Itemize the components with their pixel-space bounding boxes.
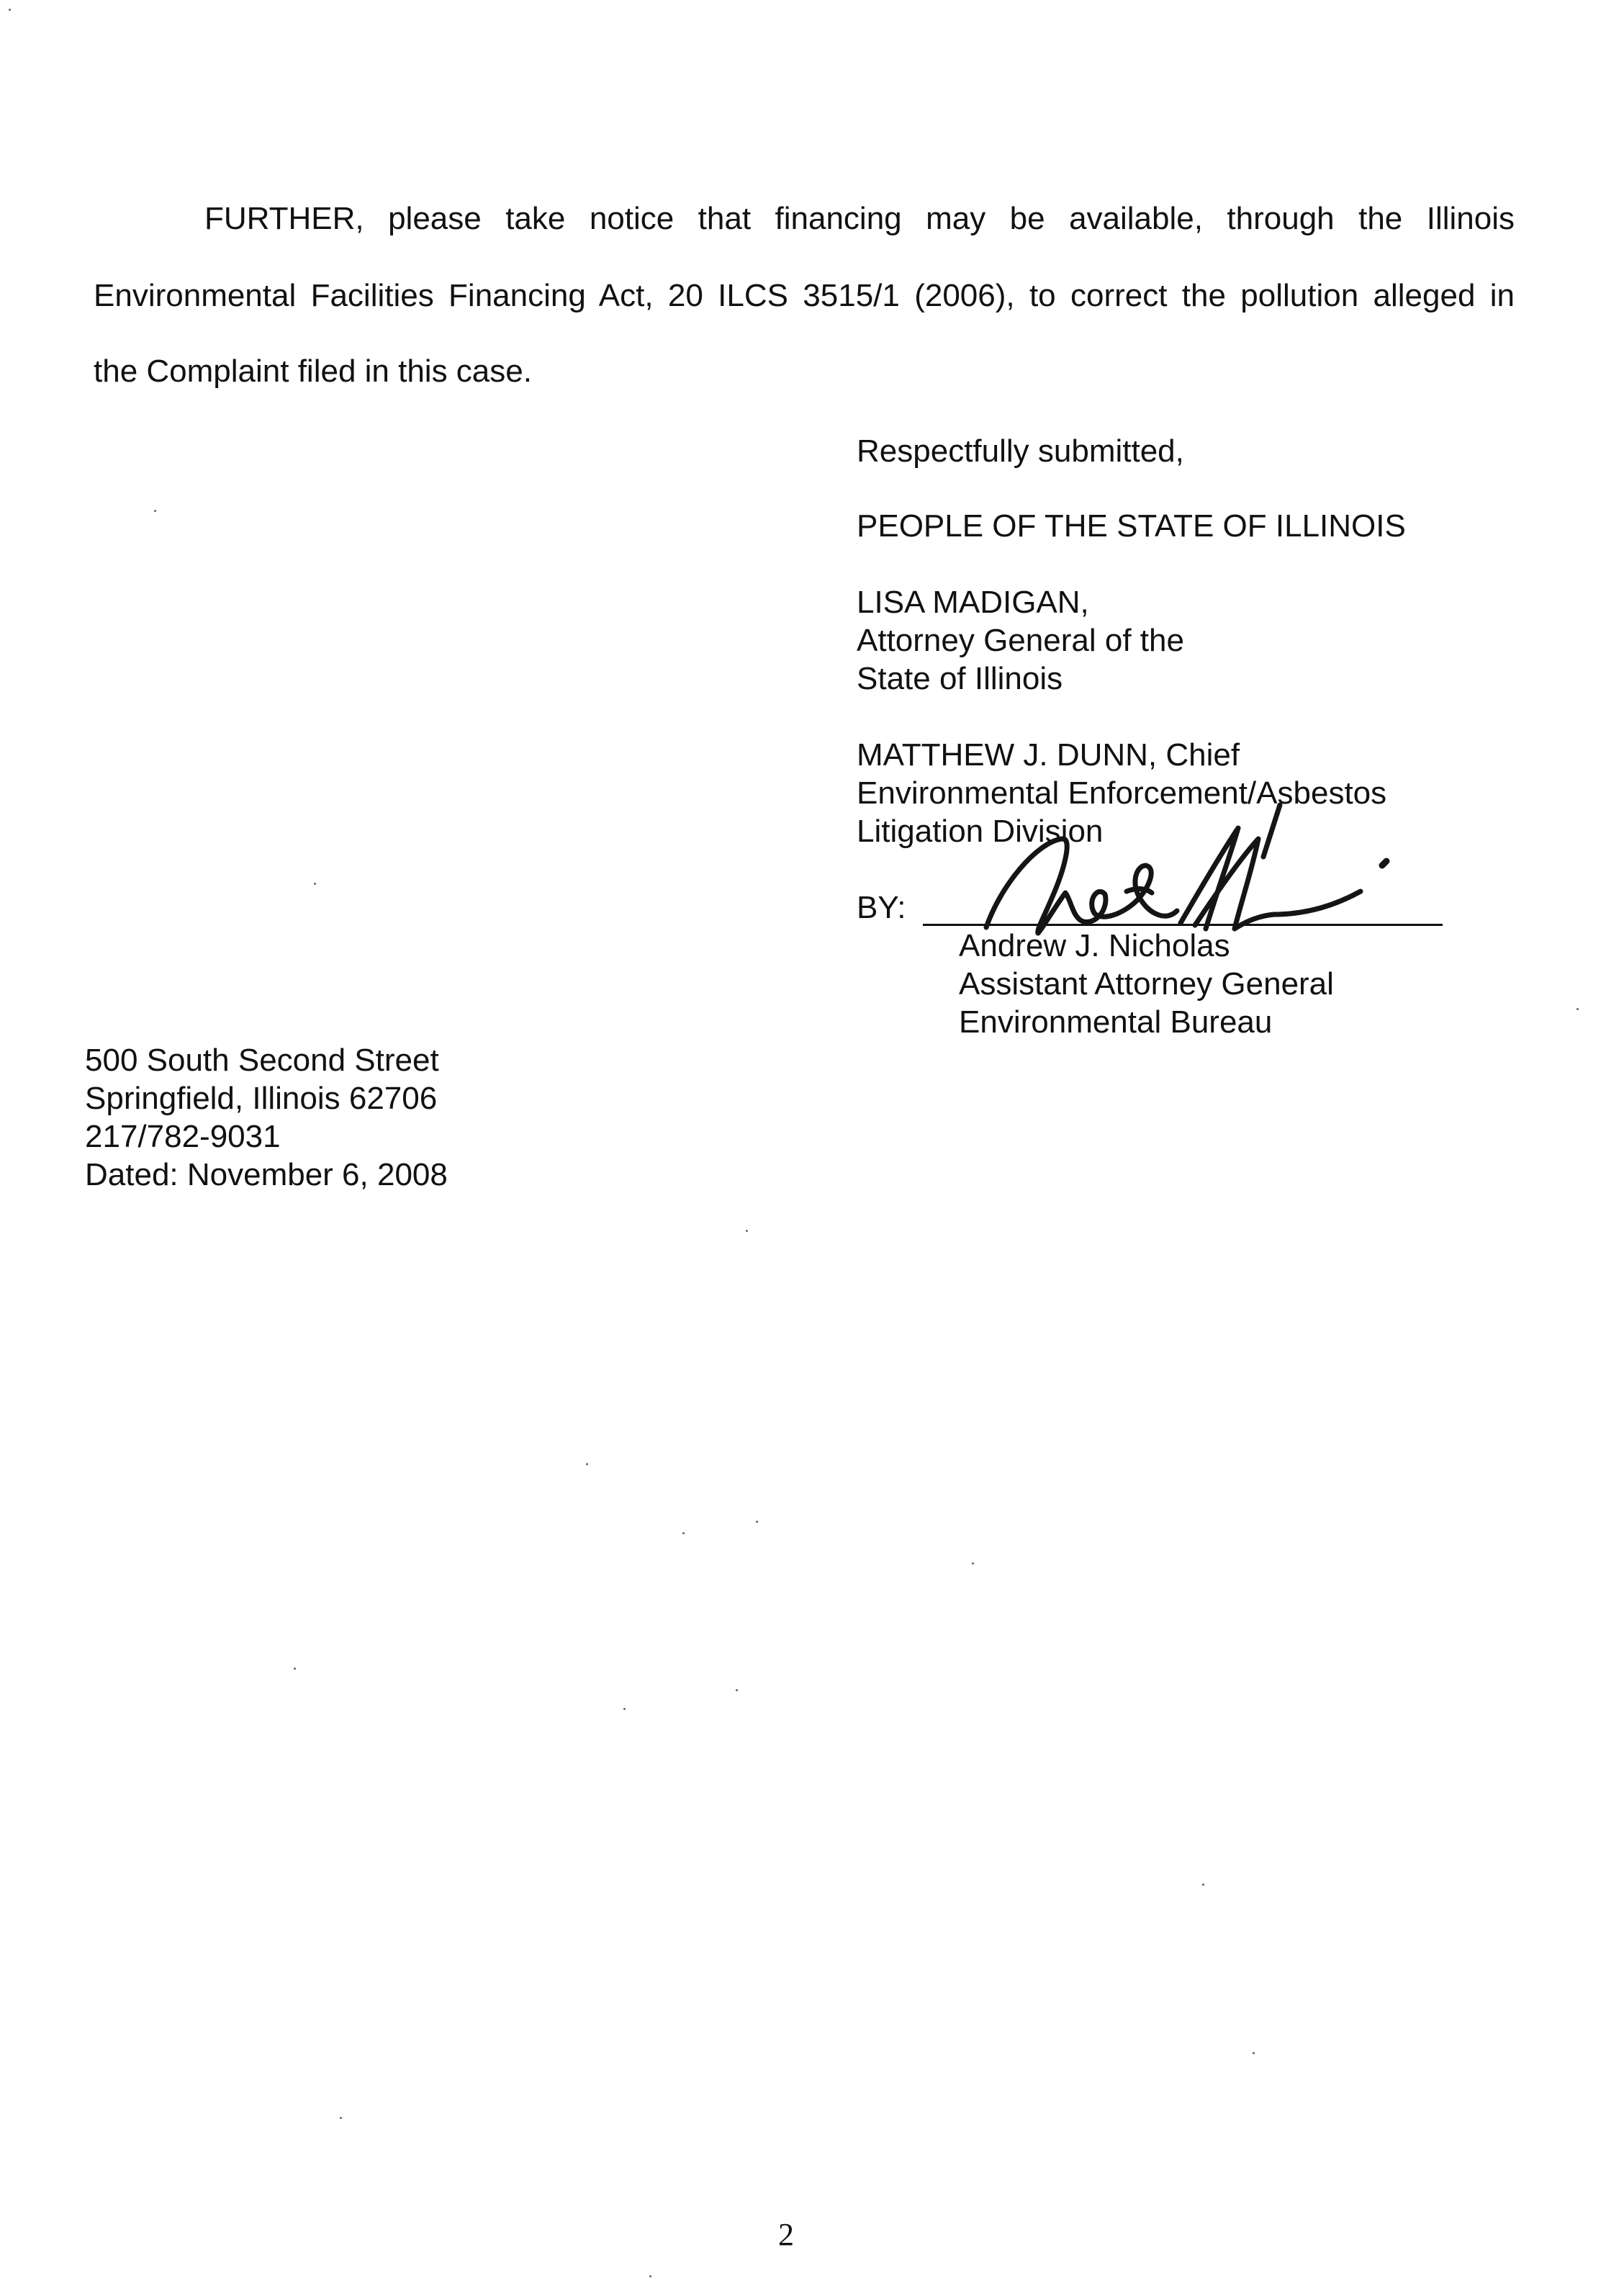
notice-line-3: the Complaint filed in this case. <box>94 354 532 389</box>
scan-speck <box>294 1668 296 1670</box>
scan-speck <box>756 1521 758 1523</box>
scan-speck <box>746 1230 748 1232</box>
signer-title-1: Assistant Attorney General <box>959 966 1334 1002</box>
division-chief-name: MATTHEW J. DUNN, Chief <box>857 737 1240 773</box>
scan-speck <box>154 510 156 512</box>
attorney-general-name: LISA MADIGAN, <box>857 585 1089 620</box>
division-title-2: Litigation Division <box>857 814 1104 849</box>
scan-speck <box>972 1562 974 1565</box>
signer-title-2: Environmental Bureau <box>959 1004 1273 1040</box>
scan-speck <box>682 1532 685 1534</box>
dated-line: Dated: November 6, 2008 <box>85 1157 448 1192</box>
signer-name: Andrew J. Nicholas <box>959 928 1230 963</box>
attorney-general-title-1: Attorney General of the <box>857 623 1184 658</box>
scan-speck <box>1253 2052 1255 2054</box>
notice-line-1: FURTHER, please take notice that financing may be available, through the Illinois <box>204 201 1515 236</box>
scan-speck <box>649 2275 651 2277</box>
respectfully-submitted: Respectfully submitted, <box>857 433 1184 469</box>
by-label: BY: <box>857 890 906 925</box>
address-phone: 217/782-9031 <box>85 1119 281 1154</box>
scan-speck <box>736 1689 738 1691</box>
address-street: 500 South Second Street <box>85 1043 439 1078</box>
scan-speck <box>1576 1008 1579 1010</box>
scan-speck <box>340 2117 342 2119</box>
page-number: 2 <box>778 2217 794 2252</box>
scan-speck <box>314 883 316 885</box>
address-city: Springfield, Illinois 62706 <box>85 1081 438 1116</box>
notice-line-2: Environmental Facilities Financing Act, 20 ILCS 3515/1 (2006), to correct the pollution alleged in <box>94 278 1515 313</box>
party-name: PEOPLE OF THE STATE OF ILLINOIS <box>857 508 1406 544</box>
division-title-1: Environmental Enforcement/Asbestos <box>857 775 1387 811</box>
scan-speck <box>623 1708 626 1710</box>
scan-speck <box>586 1463 588 1465</box>
scan-speck <box>1202 1884 1204 1886</box>
scan-speck <box>9 9 11 11</box>
attorney-general-title-2: State of Illinois <box>857 661 1063 696</box>
